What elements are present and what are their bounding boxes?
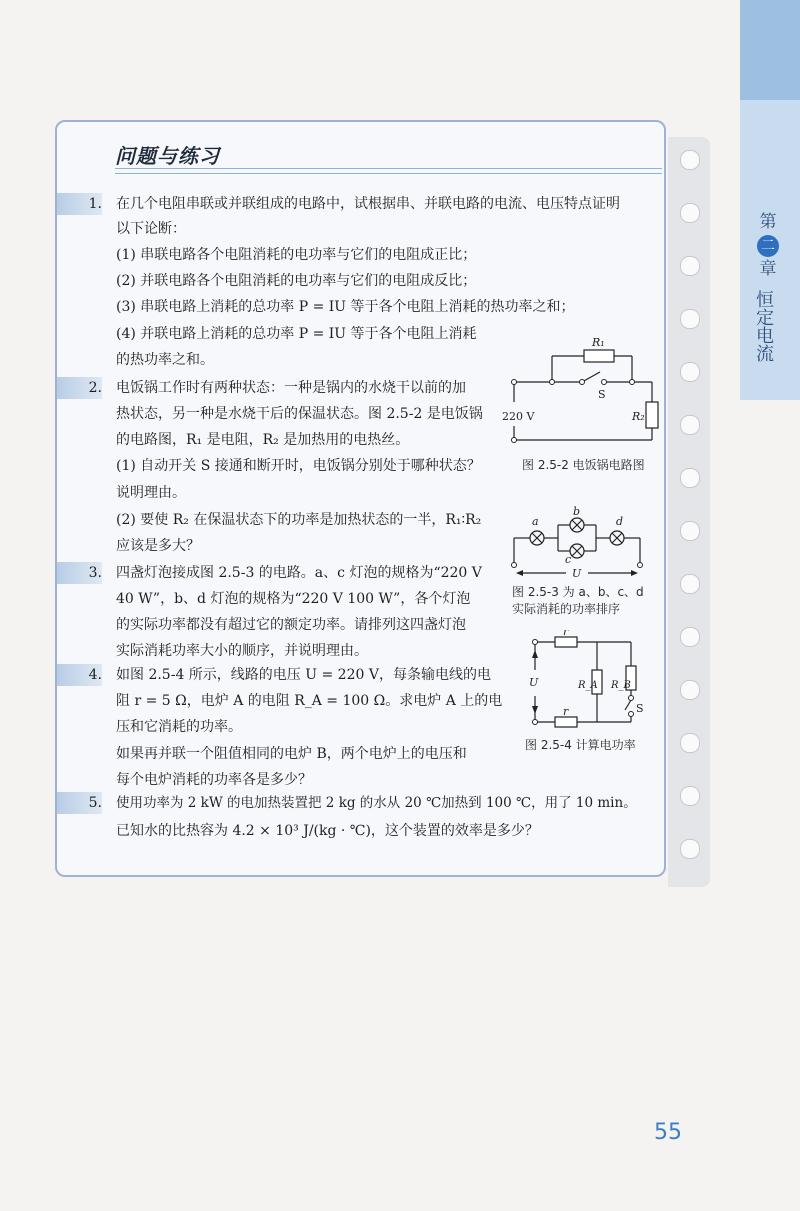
- problem-3-line: 四盏灯泡接成图 2.5-3 的电路。a、c 灯泡的规格为“220 V: [116, 565, 482, 581]
- chapter-tab-top: [740, 0, 800, 100]
- binder-ring: [680, 627, 700, 647]
- binder-ring: [680, 680, 700, 700]
- problem-number: 2.: [88, 380, 102, 396]
- binder-ring: [680, 203, 700, 223]
- lamp-label-a: a: [532, 515, 539, 528]
- binder-ring: [680, 256, 700, 276]
- problem-1-line: 的热功率之和。: [116, 352, 214, 368]
- label-r-bottom: r: [563, 705, 569, 718]
- figure-2-5-3-caption-2: 实际消耗的功率排序: [512, 602, 621, 616]
- problem-2-line: 说明理由。: [116, 485, 186, 501]
- problem-4-line: 如图 2.5-4 所示，线路的电压 U = 220 V，每条输电线的电: [116, 667, 491, 683]
- label-voltage: 220 V: [502, 410, 535, 423]
- binder-ring: [680, 309, 700, 329]
- binder-ring: [680, 786, 700, 806]
- binder-ring: [680, 415, 700, 435]
- problem-5-line: 使用功率为 2 kW 的电加热装置把 2 kg 的水从 20 ℃加热到 100 ℃，用了 10 min。: [116, 795, 637, 811]
- section-title: 问题与练习: [115, 144, 220, 168]
- title-rule: [115, 168, 662, 174]
- figure-2-5-2-caption: 图 2.5-2 电饭锅电路图: [522, 458, 645, 472]
- problem-4-line: 如果再并联一个阻值相同的电炉 B，两个电炉上的电压和: [116, 746, 467, 762]
- page-number: 55: [654, 1120, 682, 1145]
- problem-4-line: 阻 r = 5 Ω，电炉 A 的电阻 R_A = 100 Ω。求电炉 A 上的电: [116, 693, 503, 709]
- problem-3-line: 实际消耗功率大小的顺序，并说明理由。: [116, 643, 368, 659]
- problem-1-line: (1) 串联电路各个电阻消耗的电功率与它们的电阻成正比；: [116, 247, 477, 263]
- chapter-label: [748, 212, 788, 280]
- problem-1-line: 以下论断：: [116, 221, 186, 237]
- chapter-title: 恒定电流: [753, 290, 774, 362]
- binder-ring: [680, 150, 700, 170]
- figure-2-5-4-circuit: [515, 630, 645, 730]
- problem-2-line: (2) 要使 R₂ 在保温状态下的功率是加热状态的一半，R₁∶R₂: [116, 512, 482, 528]
- binder-strip: [668, 137, 710, 887]
- figure-2-5-2-circuit: [500, 330, 660, 450]
- problem-1-line: (3) 串联电路上消耗的总功率 P = IU 等于各个电阻上消耗的热功率之和；: [116, 299, 575, 315]
- chapter-number: 二: [757, 235, 779, 257]
- label-switch: S: [598, 388, 606, 401]
- figure-2-5-4-caption: 图 2.5-4 计算电功率: [525, 738, 636, 752]
- binder-ring: [680, 733, 700, 753]
- label-rb: R_B: [611, 680, 631, 691]
- problem-2-line: 应该是多大？: [116, 538, 200, 554]
- label-r-top: r: [563, 630, 569, 638]
- chapter-prefix: 第: [759, 212, 777, 232]
- binder-ring: [680, 574, 700, 594]
- problem-1-line: 在几个电阻串联或并联组成的电路中，试根据串、并联电路的电流、电压特点证明: [116, 196, 620, 212]
- problem-2-line: 热状态，另一种是水烧干后的保温状态。图 2.5-2 是电饭锅: [116, 406, 483, 422]
- problem-number: 4.: [88, 667, 102, 683]
- label-voltage-u: U: [572, 567, 582, 580]
- binder-ring: [680, 468, 700, 488]
- lamp-label-d: d: [616, 515, 624, 528]
- problem-1-line: (2) 并联电路各个电阻消耗的电功率与它们的电阻成反比；: [116, 273, 477, 289]
- problem-2-line: 电饭锅工作时有两种状态：一种是锅内的水烧干以前的加: [116, 380, 466, 396]
- label-ra: R_A: [578, 680, 598, 691]
- problem-4-line: 每个电炉消耗的功率各是多少？: [116, 772, 312, 788]
- figure-2-5-3-caption-1: 图 2.5-3 为 a、b、c、d: [512, 585, 644, 599]
- binder-ring: [680, 521, 700, 541]
- problem-3-line: 40 W”，b、d 灯泡的规格为“220 V 100 W”，各个灯泡: [116, 591, 471, 607]
- binder-ring: [680, 362, 700, 382]
- lamp-label-b: b: [573, 505, 581, 518]
- lamp-label-c: c: [565, 553, 572, 566]
- label-switch: S: [636, 702, 644, 715]
- problem-number: 3.: [88, 565, 102, 581]
- label-r1: R₁: [592, 336, 605, 349]
- problem-1-line: (4) 并联电路上消耗的总功率 P = IU 等于各个电阻上消耗: [116, 326, 477, 342]
- label-r2: R₂: [632, 410, 645, 423]
- problem-2-line: (1) 自动开关 S 接通和断开时，电饭锅分别处于哪种状态？: [116, 458, 481, 474]
- label-u: U: [529, 676, 539, 689]
- problem-2-line: 的电路图，R₁ 是电阻，R₂ 是加热用的电热丝。: [116, 432, 410, 448]
- problem-4-line: 压和它消耗的功率。: [116, 719, 242, 735]
- figure-2-5-3-circuit: [500, 505, 660, 580]
- problem-number: 5.: [88, 795, 102, 811]
- problem-3-line: 的实际功率都没有超过它的额定功率。请排列这四盏灯泡: [116, 617, 466, 633]
- problem-5-line: 已知水的比热容为 4.2 × 10³ J/(kg · ℃)，这个装置的效率是多少？: [116, 823, 539, 839]
- problem-number: 1.: [88, 196, 102, 212]
- chapter-suffix: 章: [759, 259, 777, 279]
- binder-ring: [680, 839, 700, 859]
